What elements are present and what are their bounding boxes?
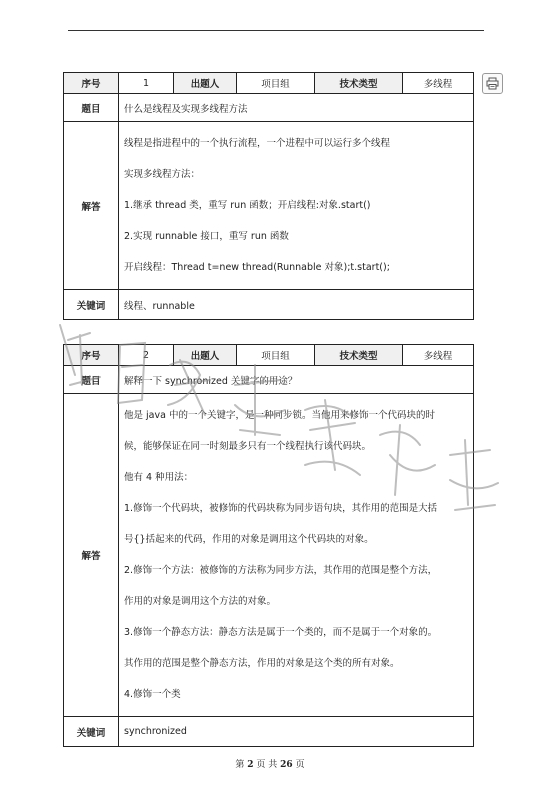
number-label: 序号 [64,73,119,94]
current-page: 2 [247,760,254,770]
footer-mid: 页 共 [256,760,278,770]
answer-line: 他有 4 种用法： [124,472,194,483]
answer-body [119,122,474,290]
answer-line: 4.修饰一个类 [124,689,181,700]
number-value: 2 [119,345,174,366]
answer-line: 号{}括起来的代码，作用的对象是调用这个代码块的对象。 [124,534,374,545]
question-card-2 [63,344,474,747]
answer-line: 作用的对象是调用这个方法的对象。 [124,596,277,607]
print-icon[interactable] [482,73,503,94]
answer-line: 他是 java 中的一个关键字，是一种同步锁。当他用来修饰一个代码块的时 [124,410,435,421]
answer-body [119,394,474,717]
number-value: 1 [119,73,174,94]
answer-line: 实现多线程方法： [124,169,201,180]
answer-line: 1.修饰一个代码块，被修饰的代码块称为同步语句块，其作用的范围是大括 [124,503,438,514]
tech-value: 多线程 [403,73,474,94]
answer-label: 解答 [64,394,119,717]
keywords-value: 线程、runnable [119,290,474,320]
answer-line: 2.修饰一个方法：被修饰的方法称为同步方法，其作用的范围是整个方法， [124,565,438,576]
question-card-1 [63,72,474,320]
answer-line: 3.修饰一个静态方法：静态方法是属于一个类的，而不是属于一个对象的。 [124,627,438,638]
answer-line: 1.继承 thread 类，重写 run 函数；开启线程:对象.start() [124,200,371,211]
topic-value: 解释一下 synchronized 关键字的用途？ [119,366,474,394]
number-label: 序号 [64,345,119,366]
tech-label: 技术类型 [315,73,403,94]
topic-label: 题目 [64,366,119,394]
author-value: 项目组 [237,73,315,94]
answer-line: 其作用的范围是整个静态方法，作用的对象是这个类的所有对象。 [124,658,400,669]
keywords-label: 关键词 [64,290,119,320]
footer-prefix: 第 [235,760,245,770]
tech-value: 多线程 [403,345,474,366]
answer-line: 2.实现 runnable 接口，重写 run 函数 [124,231,289,242]
printer-glyph [486,77,499,90]
answer-label: 解答 [64,122,119,290]
keywords-value: synchronized [119,717,474,747]
header-rule [68,30,484,31]
answer-line: 线程是指进程中的一个执行流程，一个进程中可以运行多个线程 [124,138,391,149]
topic-value: 什么是线程及实现多线程方法 [119,94,474,122]
author-value: 项目组 [237,345,315,366]
author-label: 出题人 [174,73,237,94]
tech-label: 技术类型 [315,345,403,366]
keywords-label: 关键词 [64,717,119,747]
answer-line: 候，能够保证在同一时刻最多只有一个线程执行该代码块。 [124,441,372,452]
page-footer [0,757,540,770]
answer-line: 开启线程：Thread t=new thread(Runnable 对象);t.start(); [124,262,390,273]
footer-suffix: 页 [295,760,305,770]
author-label: 出题人 [174,345,237,366]
topic-label: 题目 [64,94,119,122]
total-pages: 26 [280,760,293,770]
